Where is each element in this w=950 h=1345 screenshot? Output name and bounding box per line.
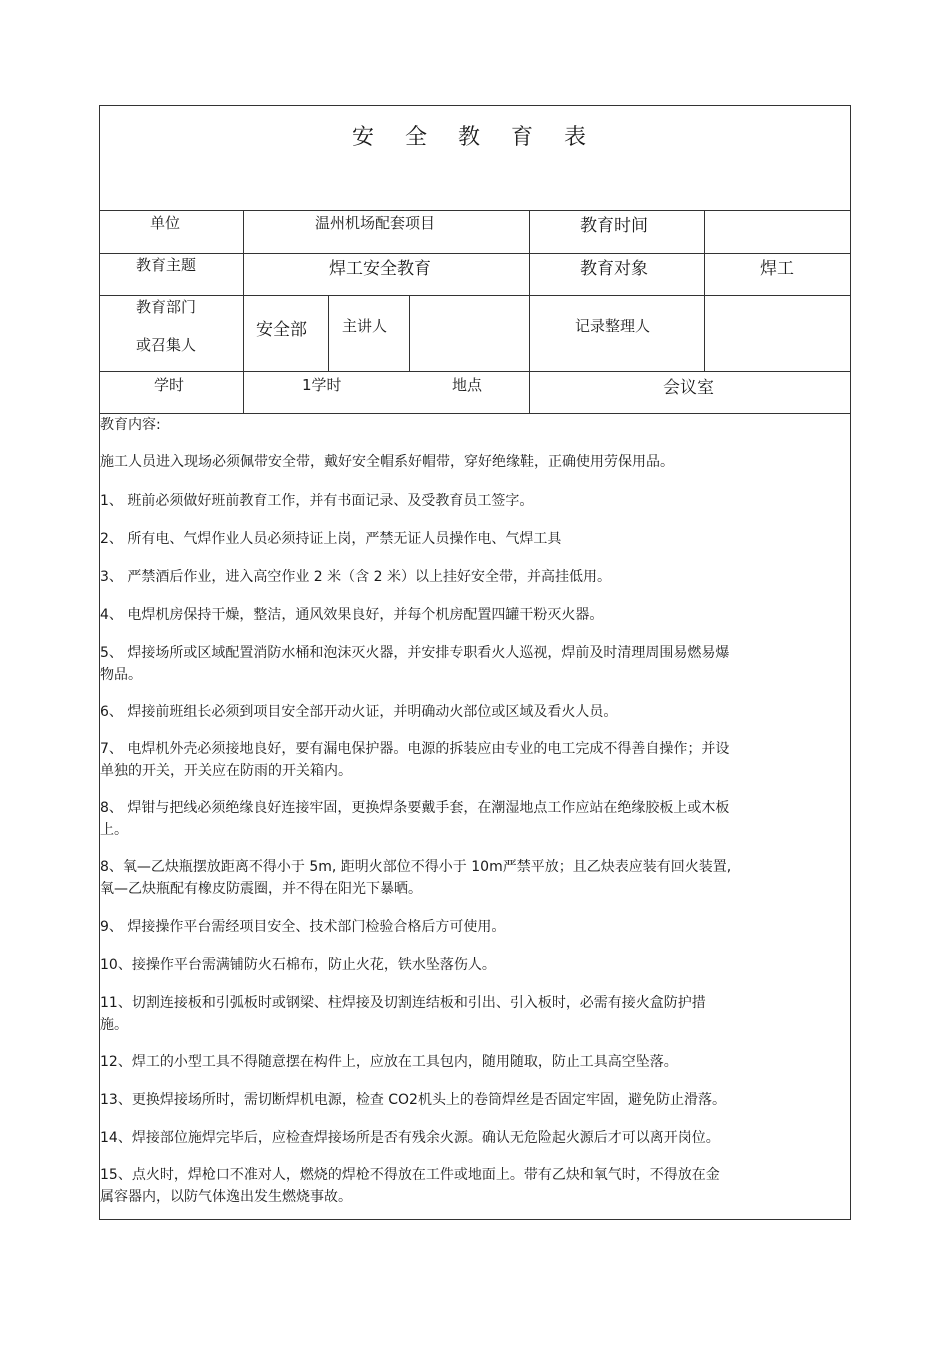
- rule-item-line: 氧—乙炔瓶配有橡皮防震圈，并不得在阳光下暴晒。: [100, 881, 422, 897]
- target-value: 焊工: [760, 259, 794, 279]
- rule-item-line: 单独的开关，开关应在防雨的开关箱内。: [100, 763, 352, 779]
- rule-item-line: 上。: [100, 822, 128, 838]
- rule-item-line: 1、 班前必须做好班前教育工作，并有书面记录、及受教育员工签字。: [100, 493, 534, 509]
- col-divider: [529, 371, 530, 413]
- col-divider: [409, 295, 410, 371]
- row-divider: [100, 253, 850, 254]
- rule-item-line: 属容器内，以防气体逸出发生燃烧事故。: [100, 1189, 352, 1205]
- row-divider: [100, 295, 850, 296]
- hours-value: 1学时: [302, 376, 342, 394]
- dept-value: 安全部: [256, 320, 307, 340]
- rule-item-line: 2、 所有电、气焊作业人员必须持证上岗，严禁无证人员操作电、气焊工具: [100, 531, 562, 547]
- rule-item-line: 8、氧—乙炔瓶摆放距离不得小于 5m, 距明火部位不得小于 10m严禁平放；且乙炔表应装有回火装置,: [100, 859, 732, 875]
- rule-item-line: 12、焊工的小型工具不得随意摆在构件上，应放在工具包内，随用随取，防止工具高空坠落。: [100, 1054, 678, 1070]
- place-value: 会议室: [663, 378, 714, 398]
- rule-item-line: 4、 电焊机房保持干燥，整洁，通风效果良好，并每个机房配置四罐干粉灭火器。: [100, 607, 604, 623]
- content-intro: 施工人员进入现场必须佩带安全带，戴好安全帽系好帽带，穿好绝缘鞋，正确使用劳保用品。: [100, 454, 674, 470]
- content-heading: 教育内容:: [100, 417, 161, 433]
- unit-label: 单位: [150, 214, 181, 232]
- rule-item-line: 5、 焊接场所或区域配置消防水桶和泡沫灭火器，并安排专职看火人巡视，焊前及时清理周围易燃易爆: [100, 645, 730, 661]
- topic-value: 焊工安全教育: [329, 259, 431, 279]
- rule-item-line: 3、 严禁酒后作业，进入高空作业 2 米（含 2 米）以上挂好安全带，并高挂低用。: [100, 569, 611, 585]
- place-label: 地点: [452, 376, 483, 394]
- rule-item-line: 6、 焊接前班组长必须到项目安全部开动火证，并明确动火部位或区域及看火人员。: [100, 704, 618, 720]
- dept-label-line1: 教育部门: [136, 298, 197, 316]
- rule-item-line: 施。: [100, 1017, 128, 1033]
- speaker-label: 主讲人: [342, 317, 388, 335]
- row-divider: [100, 413, 850, 414]
- title-row: [100, 106, 850, 211]
- form-title: 安 全 教 育 表: [352, 125, 598, 150]
- col-divider: [704, 211, 705, 371]
- rule-item-line: 11、切割连接板和引弧板时或钢梁、柱焊接及切割连结板和引出、引入板时，必需有接火盒防护措: [100, 995, 706, 1011]
- rule-item-line: 15、点火时，焊枪口不准对人，燃烧的焊枪不得放在工件或地面上。带有乙炔和氧气时，不得放在金: [100, 1167, 720, 1183]
- col-divider: [243, 211, 244, 413]
- recorder-label: 记录整理人: [575, 317, 651, 335]
- hours-label: 学时: [154, 376, 185, 394]
- rule-item-line: 14、焊接部位施焊完毕后，应检查焊接场所是否有残余火源。确认无危险起火源后才可以离开岗位。: [100, 1130, 720, 1146]
- rule-item-line: 7、 电焊机外壳必须接地良好，要有漏电保护器。电源的拆装应由专业的电工完成不得善自操作；并设: [100, 741, 730, 757]
- rule-item-line: 物品。: [100, 667, 142, 683]
- unit-value: 温州机场配套项目: [315, 214, 436, 232]
- col-divider: [328, 295, 329, 371]
- rule-item-line: 8、 焊钳与把线必须绝缘良好连接牢固，更换焊条要戴手套，在潮湿地点工作应站在绝缘胶板上或木板: [100, 800, 730, 816]
- col-divider: [529, 211, 530, 371]
- rule-item-line: 9、 焊接操作平台需经项目安全、技术部门检验合格后方可使用。: [100, 919, 506, 935]
- rule-item-line: 10、接操作平台需满铺防火石棉布，防止火花，铁水坠落伤人。: [100, 957, 496, 973]
- topic-label: 教育主题: [136, 256, 197, 274]
- target-label: 教育对象: [580, 259, 648, 279]
- row-divider: [100, 371, 850, 372]
- dept-label-line2: 或召集人: [136, 336, 197, 354]
- safety-education-form: [99, 105, 851, 1220]
- edu-time-label: 教育时间: [580, 216, 648, 236]
- rule-item-line: 13、更换焊接场所时，需切断焊机电源，检查 CO2机头上的卷筒焊丝是否固定牢固，避免防止滑落。: [100, 1092, 726, 1108]
